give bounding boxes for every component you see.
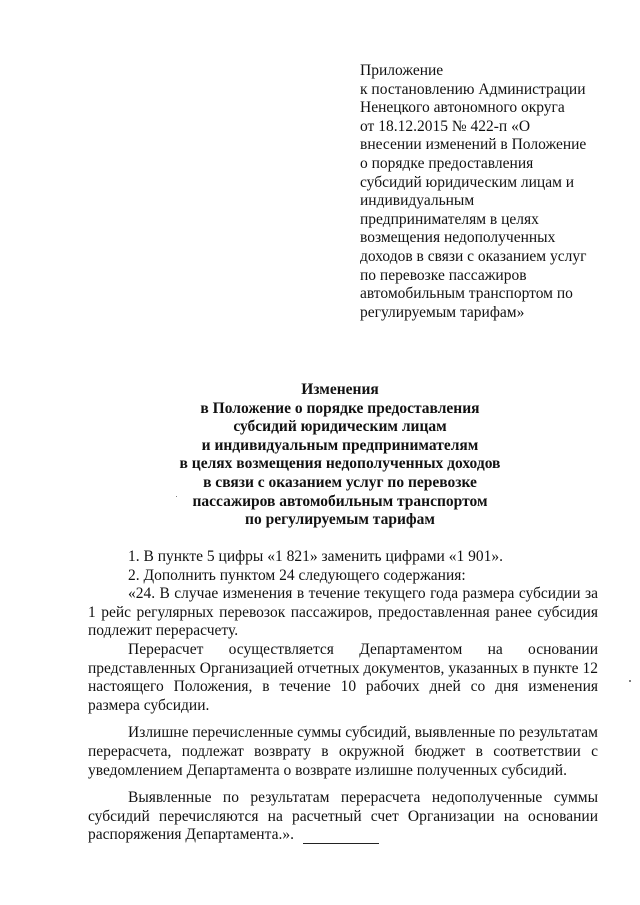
title-line: в Положение о порядке предоставления <box>200 399 480 417</box>
appendix-header <box>360 62 600 322</box>
closing-rule <box>303 843 379 844</box>
appendix-line: предпринимателям в целях <box>360 210 539 228</box>
appendix-line: по перевозке пассажиров <box>360 266 527 284</box>
paragraph-item-1: 1. В пункте 5 цифры «1 821» заменить цифрами «1 901». <box>128 548 503 565</box>
appendix-line: индивидуальным <box>360 192 475 210</box>
title-line: субсидий юридическим лицам <box>233 418 447 436</box>
paragraph-recalculation: Перерасчет осуществляется Департаментом на основании представленных Организацией отчетных документов, указанных в пункте 12 настоящего Положения, в течение 10 рабочих дней со дня изменения размера субсидии. <box>88 640 598 714</box>
scan-speck <box>629 680 631 682</box>
appendix-line: от 18.12.2015 № 422-п «О <box>360 117 531 135</box>
appendix-line: доходов в связи с оказанием услуг <box>360 247 587 265</box>
document-title <box>110 381 570 530</box>
title-line: в связи с оказанием услуг по перевозке <box>203 473 477 491</box>
title-line: и индивидуальным предпринимателям <box>201 436 479 454</box>
paragraph-underpaid-transfer: Выявленные по результатам перерасчета недополученные суммы субсидий перечисляются на расчетный счет Организации на основании распоряжения Департамента.». <box>88 789 598 844</box>
appendix-line: о порядке предоставления <box>360 154 534 172</box>
appendix-line: возмещения недополученных <box>360 229 556 247</box>
appendix-line: регулируемым тарифам» <box>360 303 525 321</box>
appendix-line: внесении изменений в Положение <box>360 136 587 154</box>
appendix-line: автомобильным транспортом по <box>360 285 573 303</box>
title-line: по регулируемым тарифам <box>245 511 435 529</box>
appendix-line: субсидий юридическим лицам и <box>360 173 575 191</box>
paragraph-excess-refund: Излишне перечисленные суммы субсидий, выявленные по результатам перерасчета, подлежат возврату в окружной бюджет в соответствии с уведомлением Департамента о возврате излишне полученных субсидий. <box>88 724 598 779</box>
title-line: пассажиров автомобильным транспортом <box>192 492 488 510</box>
appendix-line: к постановлению Администрации <box>360 80 586 98</box>
appendix-line: Ненецкого автономного округа <box>360 99 565 117</box>
appendix-line: Приложение <box>360 62 444 79</box>
paragraph-item-24: «24. В случае изменения в течение текущего года размера субсидии за 1 рейс регулярных перевозок пассажиров, предоставленная ранее субсидия подлежит перерасчету. <box>88 585 598 640</box>
title-line: Изменения <box>301 381 379 398</box>
document-body <box>88 548 598 845</box>
title-line: в целях возмещения недополученных доходов <box>179 455 501 473</box>
scan-speck <box>176 496 177 497</box>
paragraph-item-2: 2. Дополнить пунктом 24 следующего содержания: <box>128 566 466 584</box>
